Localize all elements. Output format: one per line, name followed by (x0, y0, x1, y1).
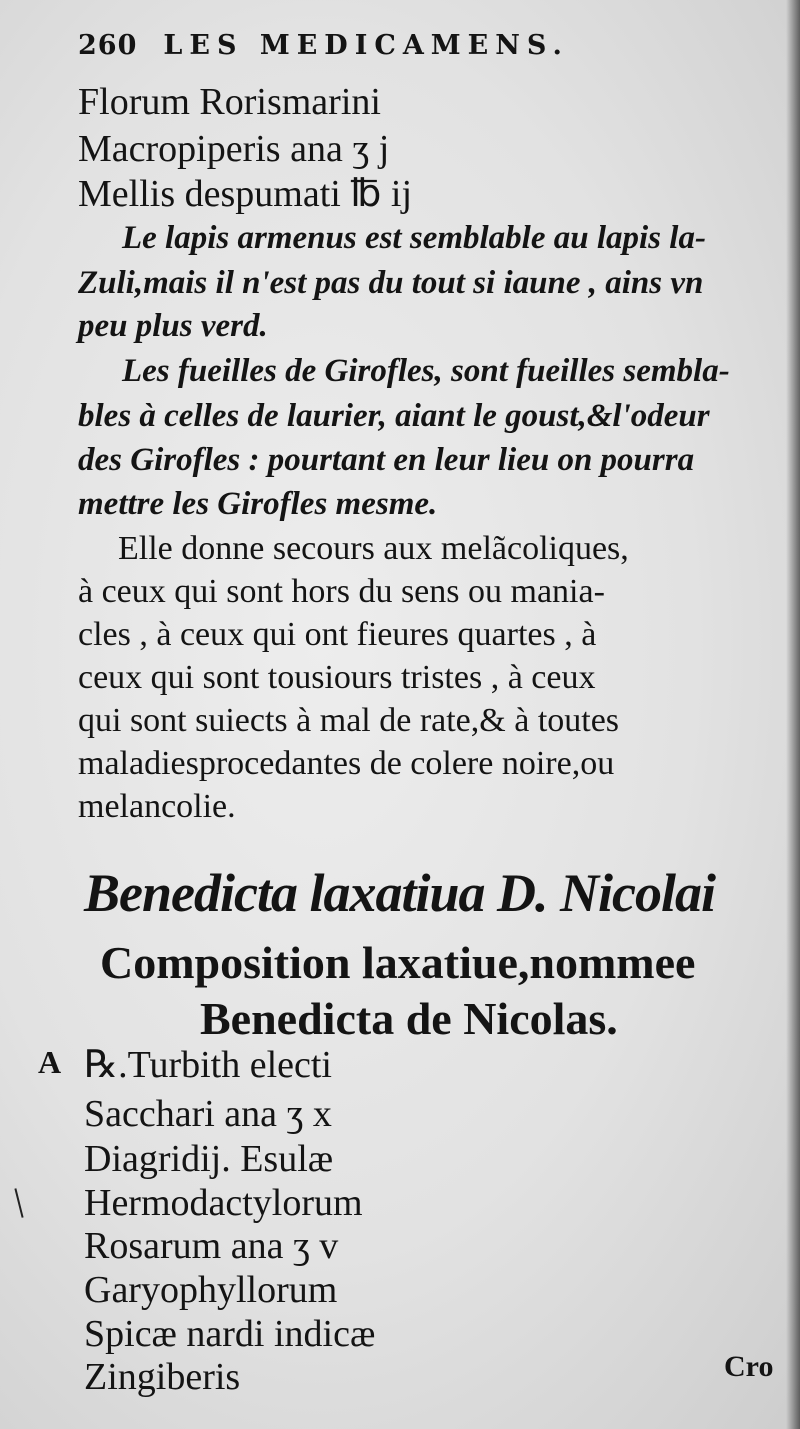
recipe-line: Sacchari ana ʒ x (84, 1093, 332, 1135)
margin-letter: A (38, 1044, 62, 1080)
recipe-line: Diagridij. Esulæ (84, 1138, 334, 1180)
body-line: à ceux qui sont hors du sens ou mania- (78, 573, 605, 610)
section-heading-french: Benedicta de Nicolas. (200, 993, 618, 1044)
page-edge-shadow (786, 0, 800, 1429)
recipe-line: Florum Rorismarini (78, 81, 381, 123)
body-line: cles , à ceux qui ont fieures quartes , à (78, 616, 597, 653)
note-line: mettre les Girofles mesme. (78, 486, 438, 522)
note-line: Les fueilles de Girofles, sont fueilles sembla- (122, 353, 730, 389)
section-heading-latin: Benedicta laxatiua D. Nicolai (84, 863, 715, 923)
note-line: des Girofles : pourtant en leur lieu on pourra (78, 442, 695, 478)
recipe-line: Spicæ nardi indicæ (84, 1313, 376, 1355)
margin-mark (14, 1188, 23, 1218)
note-line: Zuli,mais il n'est pas du tout si iaune , ains vn (78, 265, 704, 301)
recipe-line: Mellis despumati ℔ ij (78, 173, 413, 215)
body-line: ceux qui sont tousiours tristes , à ceux (78, 659, 596, 696)
recipe-line: ℞.Turbith electi (84, 1044, 332, 1086)
page-number: 260 (78, 30, 138, 61)
body-line: maladiesprocedantes de colere noire,ou (78, 745, 615, 782)
body-line: melancolie. (78, 788, 236, 825)
recipe-line: Zingiberis (84, 1356, 241, 1398)
running-head (78, 30, 569, 61)
note-line: bles à celles de laurier, aiant le goust,&l'odeur (78, 398, 710, 434)
recipe-line: Macropiperis ana ʒ j (78, 128, 390, 170)
recipe-line: Rosarum ana ʒ v (84, 1225, 339, 1267)
recipe-line: Hermodactylorum (84, 1182, 363, 1224)
body-line: Elle donne secours aux melãcoliques, (118, 530, 629, 567)
catchword: Cro (724, 1350, 774, 1383)
note-line: Le lapis armenus est semblable au lapis la- (122, 220, 706, 256)
running-title: LES MEDICAMENS. (163, 30, 569, 61)
note-line: peu plus verd. (78, 308, 268, 344)
body-line: qui sont suiects à mal de rate,& à toutes (78, 702, 620, 739)
recipe-line: Garyophyllorum (84, 1269, 338, 1311)
section-heading-french: Composition laxatiue,nommee (100, 937, 696, 988)
